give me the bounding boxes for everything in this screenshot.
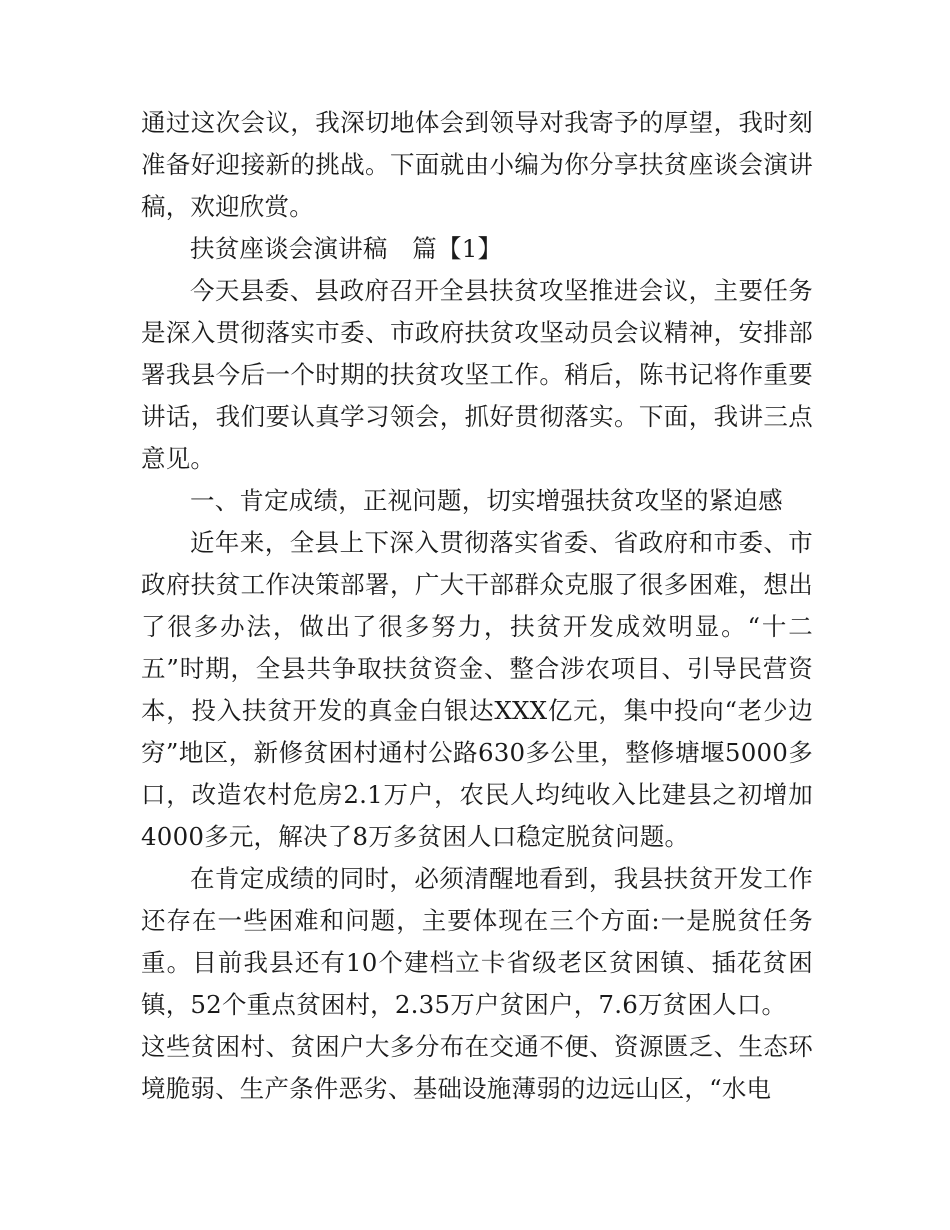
- body-paragraph: 在肯定成绩的同时，必须清醒地看到，我县扶贫开发工作还存在一些困难和问题，主要体现在三个方面:一是脱贫任务重。目前我县还有10个建档立卡省级老区贫困镇、插花贫困镇，52个重点贫困村，2.35万户贫困户，7.6万贫困人口。: [141, 864, 813, 1019]
- document-body: [141, 102, 813, 1110]
- body-paragraph: 这些贫困村、贫困户大多分布在交通不便、资源匮乏、生态环境脆弱、生产条件恶劣、基础设施薄弱的边远山区，“水电: [141, 1032, 813, 1103]
- section-title: 扶贫座谈会演讲稿 篇【1】: [190, 234, 503, 263]
- body-paragraph: 今天县委、县政府召开全县扶贫攻坚推进会议，主要任务是深入贯彻落实市委、市政府扶贫攻坚动员会议精神，安排部署我县今后一个时期的扶贫攻坚工作。稍后，陈书记将作重要讲话，我们要认真学习领会，抓好贯彻落实。下面，我讲三点意见。: [141, 276, 813, 473]
- intro-paragraph: 通过这次会议，我深切地体会到领导对我寄予的厚望，我时刻准备好迎接新的挑战。下面就由小编为你分享扶贫座谈会演讲稿，欢迎欣赏。: [141, 108, 813, 221]
- body-paragraph: 近年来，全县上下深入贯彻落实省委、省政府和市委、市政府扶贫工作决策部署，广大干部群众克服了很多困难，想出了很多办法，做出了很多努力，扶贫开发成效明显。“十二五”时期，全县共争取扶贫资金、整合涉农项目、引导民营资本，投入扶贫开发的真金白银达XXX亿元，集中投向“老少边穷”地区，新修贫困村通村公路630多公里，整修塘堰5000多口，改造农村危房2.1万户，农民人均纯收入比建县之初增加4000多元，解决了8万多贫困人口稳定脱贫问题。: [141, 528, 813, 851]
- section-heading: 一、肯定成绩，正视问题，切实增强扶贫攻坚的紧迫感: [190, 486, 783, 515]
